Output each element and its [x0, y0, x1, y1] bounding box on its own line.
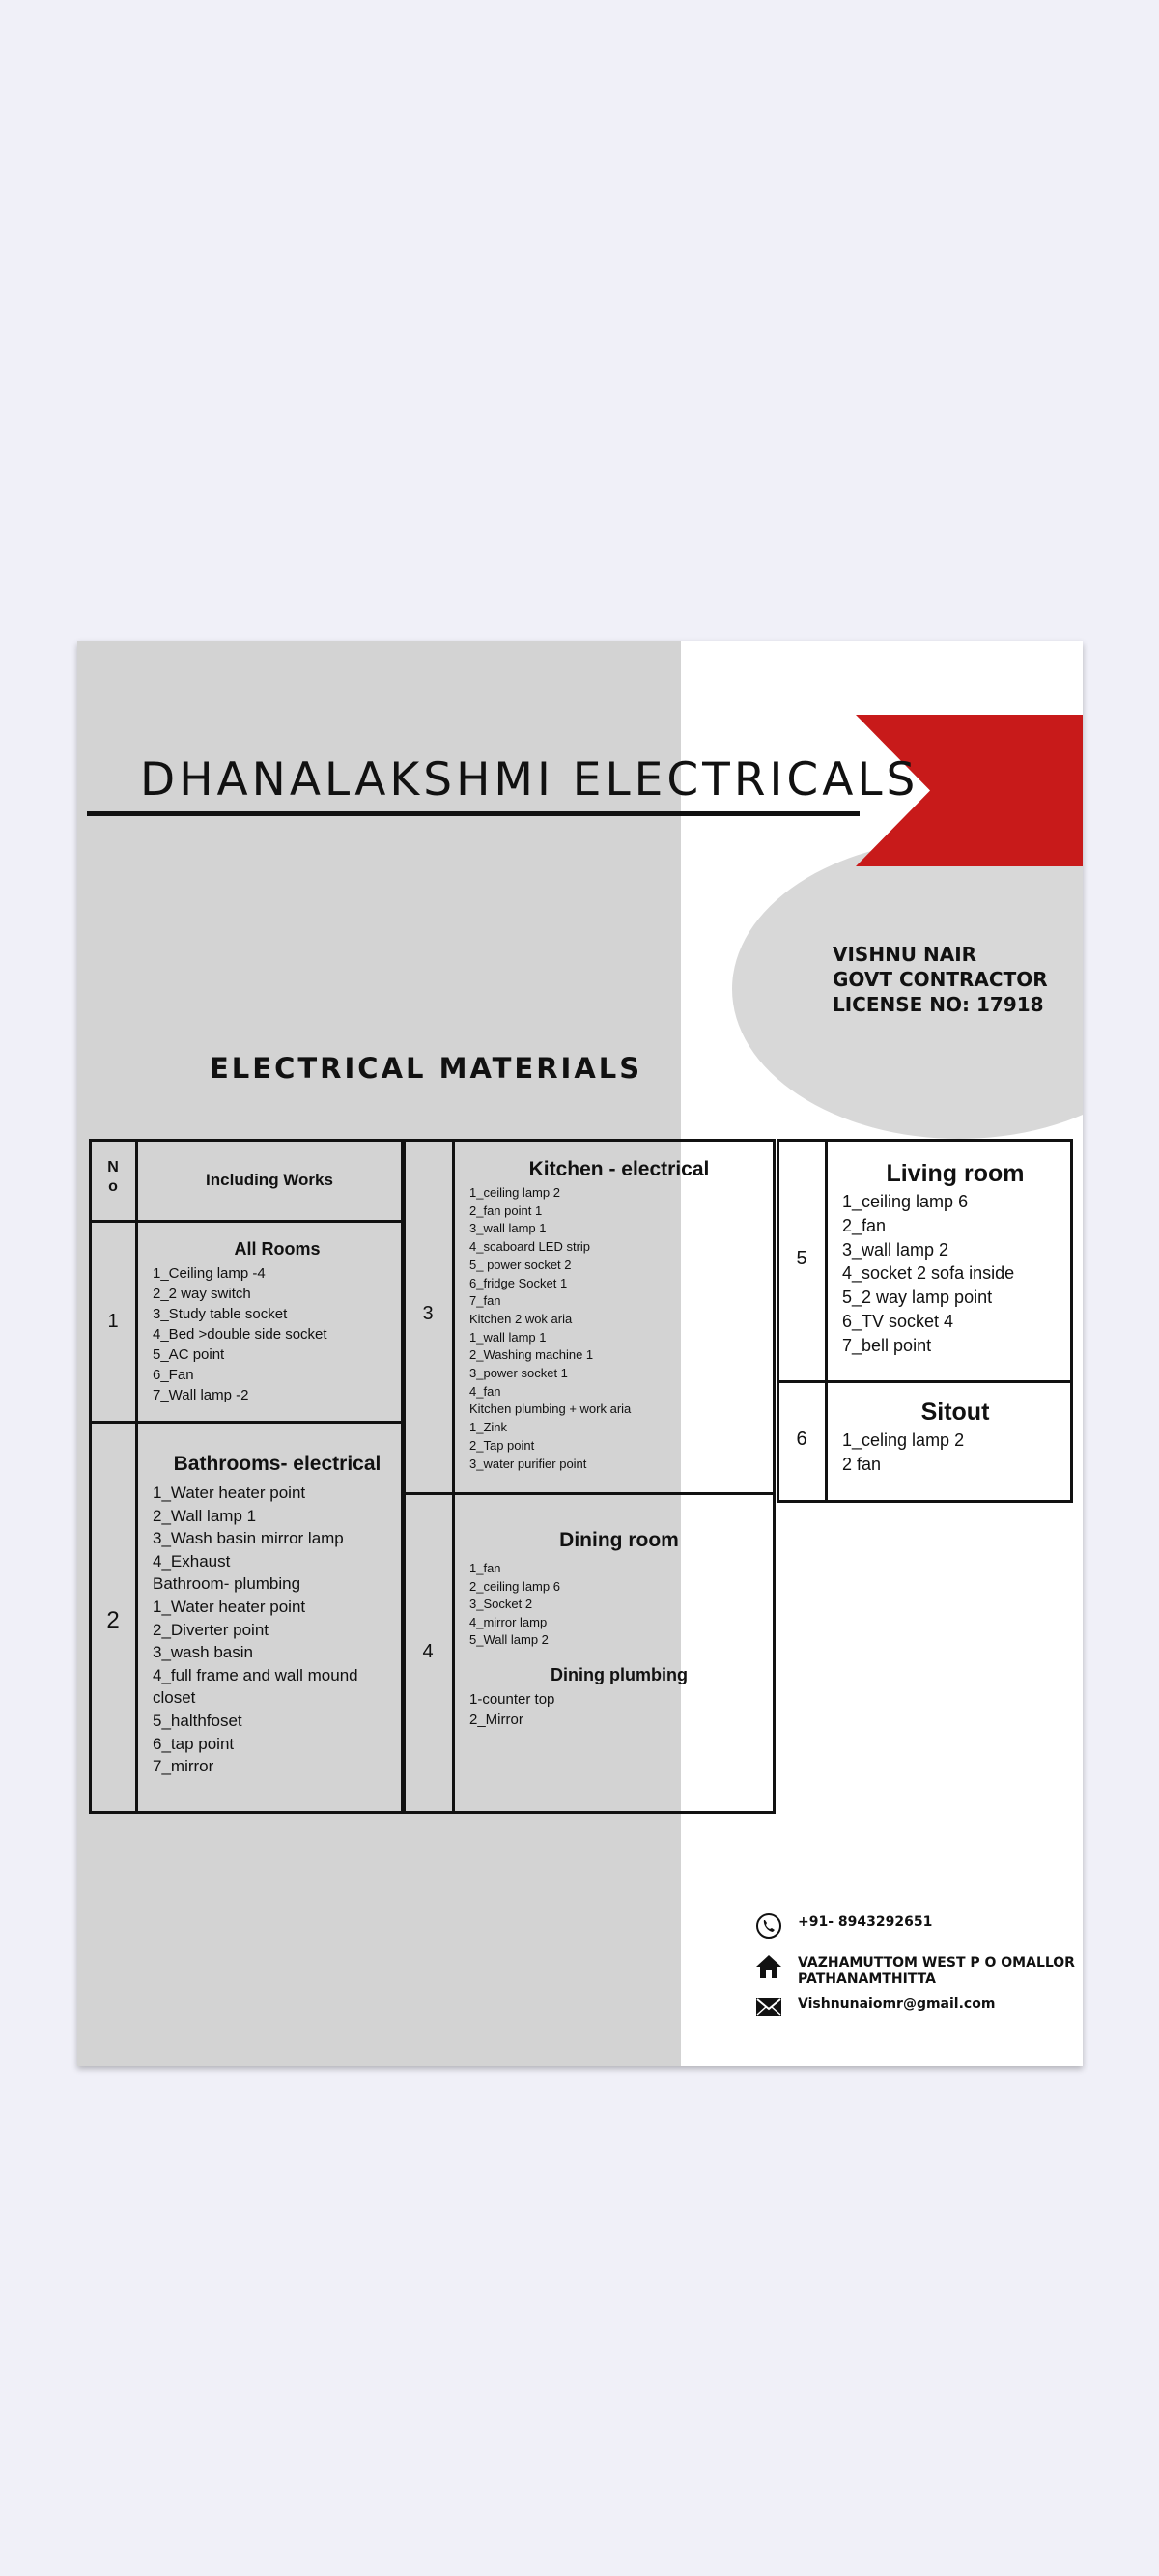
section-number: 6	[796, 1429, 807, 1450]
header-including-works: Including Works	[206, 1171, 333, 1189]
list-item: 1_celing lamp 2	[842, 1430, 965, 1450]
list-item: 1_ceiling lamp 2	[469, 1185, 560, 1200]
section-items	[469, 1560, 769, 1650]
list-item: 6_TV socket 4	[842, 1311, 954, 1331]
list-item: 4_Exhaust	[153, 1551, 231, 1571]
address	[798, 1955, 1075, 1988]
email-address: Vishnunaiomr@gmail.com	[798, 1996, 996, 2012]
section-number: 3	[422, 1303, 434, 1324]
list-item: 4_mirror lamp	[469, 1614, 548, 1629]
list-item: Bathroom- plumbing	[153, 1574, 301, 1594]
list-item: 3_power socket 1	[469, 1366, 568, 1381]
section-dining	[469, 1529, 769, 1730]
list-item: 2_ceiling lamp 6	[469, 1578, 560, 1594]
list-item: 4_socket 2 sofa inside	[842, 1263, 1015, 1284]
list-item: 5_Wall lamp 2	[469, 1632, 549, 1648]
list-item: 3_water purifier point	[469, 1456, 587, 1471]
section-title: Living room	[886, 1160, 1025, 1187]
left-table-row-divider	[89, 1421, 404, 1424]
list-item: 2_fan	[842, 1215, 887, 1235]
list-item: 2_2 way switch	[153, 1286, 251, 1302]
header-no	[89, 1158, 137, 1197]
right-table-row-divider	[777, 1380, 1073, 1383]
section-kitchen	[469, 1158, 769, 1473]
list-item: 2_Diverter point	[153, 1620, 269, 1639]
address-line1: VAZHAMUTTOM WEST P O OMALLOR	[798, 1955, 1075, 1970]
list-item: 5_halthfoset	[153, 1711, 242, 1730]
list-item: 4_fan	[469, 1383, 501, 1399]
section-title: Bathrooms- electrical	[173, 1453, 382, 1475]
list-item: 2_fan point 1	[469, 1203, 543, 1218]
document-page	[77, 641, 1083, 2066]
list-item: 4_Bed >double side socket	[153, 1326, 327, 1343]
address-line2: PATHANAMTHITTA	[798, 1971, 936, 1987]
middle-table-col-divider	[452, 1139, 455, 1814]
section-items	[153, 1263, 402, 1405]
contractor-role: GOVT CONTRACTOR	[833, 968, 1048, 991]
section-number: 5	[796, 1248, 807, 1269]
list-item: 3_wall lamp 2	[842, 1239, 949, 1260]
list-item: 6_Fan	[153, 1367, 194, 1383]
list-item: 4_full frame and wall mound	[153, 1665, 358, 1684]
list-item: 7_fan	[469, 1293, 501, 1309]
list-item: 2_Washing machine 1	[469, 1347, 594, 1363]
section-title: Kitchen - electrical	[528, 1158, 710, 1180]
section-title: Sitout	[920, 1399, 990, 1426]
list-item: 4_scaboard LED strip	[469, 1239, 591, 1255]
list-item: Kitchen plumbing + work aria	[469, 1401, 632, 1417]
section-items	[469, 1184, 769, 1473]
left-table-col-divider	[135, 1139, 138, 1814]
section-items	[153, 1482, 402, 1778]
header-no-line1: N	[107, 1159, 119, 1175]
contractor-license: LICENSE NO: 17918	[833, 993, 1044, 1016]
section-items	[469, 1689, 769, 1730]
list-item: 1_Ceiling lamp -4	[153, 1265, 266, 1282]
list-item: 1_ceiling lamp 6	[842, 1192, 969, 1211]
list-item: 1-counter top	[469, 1690, 555, 1708]
list-item: 5_ power socket 2	[469, 1257, 572, 1272]
header-no-line2: o	[108, 1178, 118, 1195]
left-table-row-divider	[89, 1220, 404, 1223]
list-item: 2_Tap point	[469, 1437, 535, 1453]
list-item: Kitchen 2 wok aria	[469, 1311, 573, 1326]
list-item: 1_Water heater point	[153, 1597, 306, 1616]
list-item: 2 fan	[842, 1454, 882, 1474]
list-item: 1_Zink	[469, 1420, 508, 1435]
list-item: 1_Water heater point	[153, 1484, 306, 1502]
section-number: 2	[106, 1607, 120, 1633]
list-item: 2_Mirror	[469, 1711, 523, 1728]
brand-underline	[87, 811, 860, 816]
contractor-name: VISHNU NAIR	[833, 943, 977, 966]
doc-title: ELECTRICAL MATERIALS	[210, 1052, 643, 1085]
list-item: 5_AC point	[153, 1346, 225, 1363]
middle-table-row-divider	[403, 1492, 776, 1495]
list-item: 3_Socket 2	[469, 1597, 533, 1612]
list-item: 7_bell point	[842, 1335, 932, 1355]
section-number: 1	[107, 1311, 119, 1332]
list-item: 2_Wall lamp 1	[153, 1506, 257, 1525]
list-item: 1_wall lamp 1	[469, 1329, 547, 1345]
list-item: 7_mirror	[153, 1757, 214, 1776]
list-item: 1_fan	[469, 1561, 501, 1575]
section-title: Dining room	[559, 1529, 679, 1551]
contractor-info	[833, 942, 1048, 1017]
list-item: 6_tap point	[153, 1734, 235, 1753]
phone-icon	[755, 1912, 782, 1939]
section-title: All Rooms	[234, 1239, 321, 1259]
section-all-rooms	[153, 1239, 402, 1405]
mail-icon	[755, 1996, 782, 2018]
section-items	[842, 1429, 1068, 1477]
brand-name: DHANALAKSHMI ELECTRICALS	[140, 753, 919, 807]
list-item: 3_wash basin	[153, 1643, 253, 1662]
section-subtitle: Dining plumbing	[551, 1664, 688, 1684]
list-item: 7_Wall lamp -2	[153, 1387, 249, 1403]
home-icon	[755, 1953, 782, 1980]
list-item: 5_2 way lamp point	[842, 1288, 993, 1308]
list-item: closet	[153, 1688, 196, 1708]
section-living	[842, 1160, 1068, 1358]
list-item: 3_Study table socket	[153, 1306, 288, 1322]
list-item: 3_Wash basin mirror lamp	[153, 1529, 344, 1548]
section-sitout	[842, 1399, 1068, 1477]
section-number: 4	[422, 1641, 434, 1662]
list-item: 6_fridge Socket 1	[469, 1275, 568, 1290]
section-bathrooms	[153, 1453, 402, 1778]
phone-number: +91- 8943292651	[798, 1914, 933, 1930]
section-items	[842, 1190, 1068, 1358]
list-item: 3_wall lamp 1	[469, 1221, 547, 1236]
